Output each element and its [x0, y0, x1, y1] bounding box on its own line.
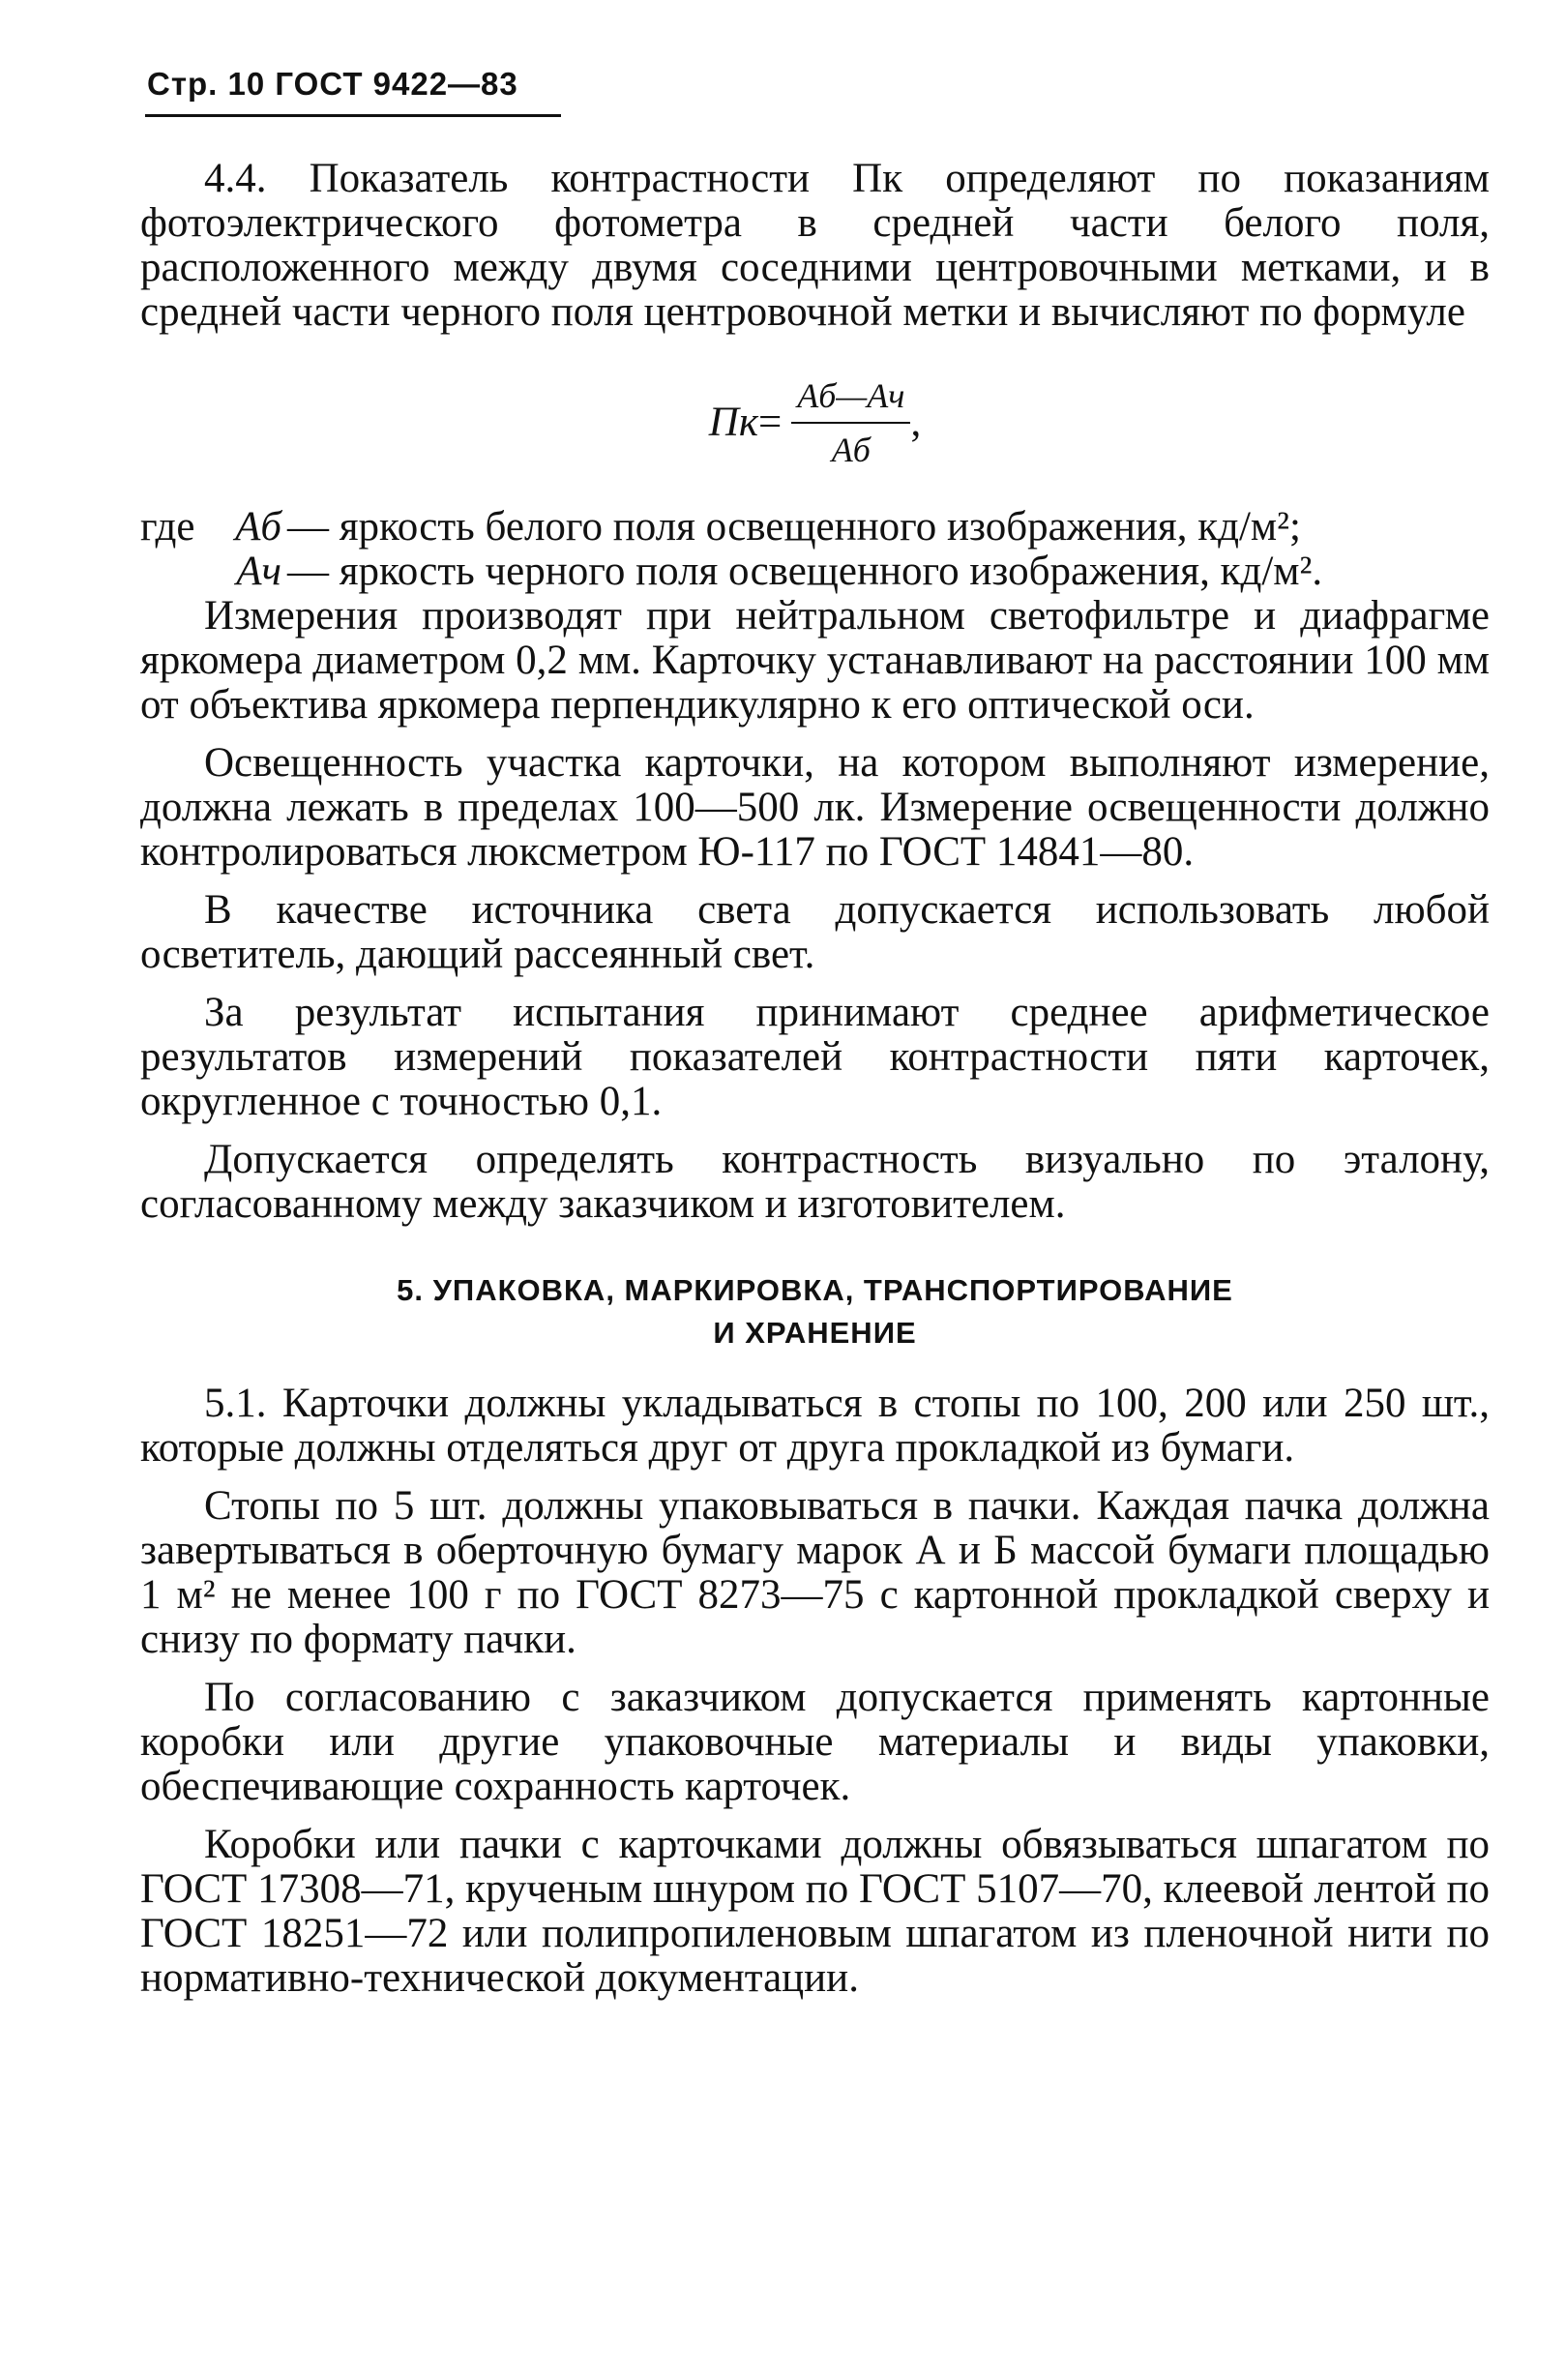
formula-numerator: Aб—Aч: [797, 376, 905, 415]
legend-lead: где: [140, 504, 195, 550]
header-rule: [145, 114, 561, 117]
formula-denominator: Aб: [831, 431, 871, 469]
formula-legend: [140, 505, 1490, 594]
paragraph-result: За результат испытания принимают среднее арифметическое результатов измерений показателей контрастности пяти карточек, округленное с точностью 0,1.: [140, 990, 1490, 1124]
formula-trail: ,: [910, 400, 922, 445]
contrast-formula: [140, 373, 1490, 472]
paragraph-4-4: 4.4. Показатель контрастности Пк определяют по показаниям фотоэлектрического фотометра в средней части белого поля, расположенного между двумя соседними центровочными метками, и в средней части черного поля центровочной метки и вычисляют по формуле: [140, 156, 1490, 335]
document-body: [140, 157, 1490, 2001]
paragraph-boxes: По согласованию с заказчиком допускается применять картонные коробки или другие упаковочные материалы и виды упаковки, обеспечивающие сохранность карточек.: [140, 1675, 1490, 1809]
page-header: Стр. 10 ГОСТ 9422—83: [147, 66, 518, 102]
section-5-title-line1: 5. УПАКОВКА, МАРКИРОВКА, ТРАНСПОРТИРОВАНИЕ: [397, 1273, 1233, 1307]
paragraph-light-source: В качестве источника света допускается использовать любой осветитель, дающий рассеянный свет.: [140, 887, 1490, 977]
formula-lhs: Пк: [708, 400, 758, 445]
legend-row-black: [140, 550, 1490, 594]
legend-text-black: — яркость черного поля освещенного изображения, кд/м².: [287, 549, 1323, 594]
section-5-title-line2: И ХРАНЕНИЕ: [713, 1316, 917, 1350]
formula-fraction: [791, 373, 910, 472]
legend-text-white: — яркость белого поля освещенного изображения, кд/м²;: [287, 504, 1301, 550]
paragraph-illuminance: Освещенность участка карточки, на котором выполняют измерение, должна лежать в пределах 100—500 лк. Измерение освещенности должно контролироваться люксметром Ю-117 по ГОСТ 14841—80.: [140, 740, 1490, 875]
paragraph-tying: Коробки или пачки с карточками должны обвязываться шпагатом по ГОСТ 17308—71, крученым шнуром по ГОСТ 5107—70, клеевой лентой по ГОСТ 18251—72 или полипропиленовым шпагатом из пленочной нити по нормативно-технической документации.: [140, 1822, 1490, 2001]
legend-symbol-white: Aб: [235, 504, 281, 550]
legend-symbol-black: Aч: [236, 549, 281, 594]
paragraph-visual: Допускается определять контрастность визуально по эталону, согласованному между заказчиком и изготовителем.: [140, 1137, 1490, 1227]
paragraph-5-1: 5.1. Карточки должны укладываться в стопы по 100, 200 или 250 шт., которые должны отделяться друг от друга прокладкой из бумаги.: [140, 1381, 1490, 1471]
paragraph-measurement: Измерения производят при нейтральном светофильтре и диафрагме яркомера диаметром 0,2 мм. Карточку устанавливают на расстоянии 100 мм от объектива яркомера перпендикулярно к его оптической оси.: [140, 593, 1490, 728]
paragraph-stacks: Стопы по 5 шт. должны упаковываться в пачки. Каждая пачка должна завертываться в оберточную бумагу марок А и Б массой бумаги площадью 1 м² не менее 100 г по ГОСТ 8273—75 с картонной прокладкой сверху и снизу по формату пачки.: [140, 1483, 1490, 1662]
formula-equals: =: [757, 400, 783, 445]
legend-row-white: [140, 505, 1490, 550]
fraction-bar: [791, 422, 910, 424]
section-5-title: [140, 1269, 1490, 1354]
